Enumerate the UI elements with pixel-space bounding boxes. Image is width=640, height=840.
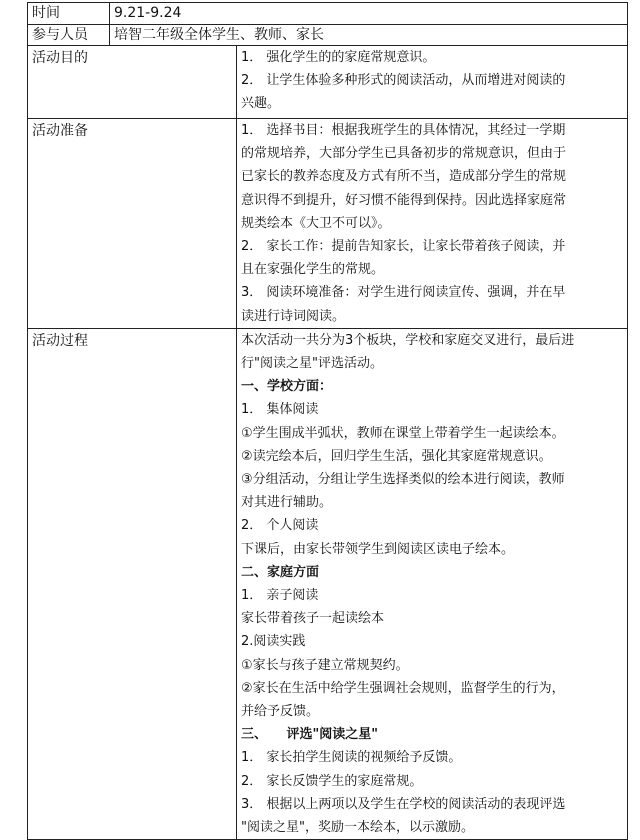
- prep-line-1: 1． 选择书目：根据我班学生的具体情况，其经过一学期: [241, 123, 566, 138]
- process-line-14: 2.阅读实践: [241, 634, 306, 650]
- row-goal: [28, 46, 628, 119]
- row-process: [28, 328, 628, 839]
- goal-line-3: 兴趣。: [241, 96, 281, 112]
- process-section-heading-award: 三、 评选"阅读之星": [241, 727, 379, 743]
- process-line-5: ①学生围成半弧状，教师在课堂上带着学生一起读绘本。: [241, 425, 565, 441]
- activity-plan-table: [27, 2, 628, 840]
- prep-line-5: 规类绘本《大卫不可以》。: [241, 215, 391, 231]
- goal-line-1: 1． 强化学生的的家庭常规意识。: [241, 50, 436, 65]
- process-line-13: 家长带着孩子一起读绘本: [241, 611, 385, 627]
- process-line-6: ②读完绘本后，回归学生生活，强化其家庭常规意识。: [241, 448, 552, 464]
- row-time: [28, 3, 628, 25]
- goal-label: 活动目的: [28, 46, 237, 119]
- row-prep: [28, 119, 628, 329]
- process-section-heading-school: 一、学校方面：: [241, 379, 333, 395]
- prep-line-9: 读进行诗词阅读。: [241, 308, 346, 324]
- process-line-4: 1． 集体阅读: [241, 402, 319, 418]
- time-value: 9.21-9.24: [110, 3, 628, 25]
- process-line-10: 下课后，由家长带领学生到阅读区读电子绘本。: [241, 541, 515, 557]
- process-line-15: ①家长与孩子建立常规契约。: [241, 657, 409, 673]
- process-line-2: 行"阅读之星"评选活动。: [241, 356, 383, 372]
- process-line-16: ②家长在生活中给学生强调社会规则，监督学生的行为，: [241, 680, 565, 696]
- process-line-1: 本次活动一共分为3个板块，学校和家庭交叉进行，最后进: [241, 332, 575, 348]
- row-participants: [28, 25, 628, 46]
- process-line-7: ③分组活动，分组让学生选择类似的绘本进行阅读，教师: [241, 472, 565, 488]
- prep-content: [237, 119, 628, 329]
- process-line-8: 对其进行辅助。: [241, 495, 333, 511]
- process-content: [237, 328, 628, 839]
- prep-line-6: 2． 家长工作：提前告知家长，让家长带着孩子阅读，并: [241, 239, 566, 255]
- process-section-heading-family: 二、家庭方面: [241, 564, 320, 580]
- process-line-9: 2． 个人阅读: [241, 518, 319, 534]
- process-line-20: 2． 家长反馈学生的家庭常规。: [241, 773, 423, 789]
- process-line-17: 并给予反馈。: [241, 704, 320, 720]
- process-line-12: 1． 亲子阅读: [241, 588, 319, 604]
- process-line-21: 3． 根据以上两项以及学生在学校的阅读活动的表现评选: [241, 796, 566, 812]
- prep-line-7: 且在家强化学生的常规。: [241, 262, 385, 278]
- prep-label: 活动准备: [28, 119, 237, 329]
- prep-line-2: 的常规培养，大部分学生已具备初步的常规意识，但由于: [241, 146, 567, 162]
- prep-line-4: 意识得不到提升，好习惯不能得到保持。因此选择家庭常: [241, 192, 567, 208]
- time-label: 时间: [28, 3, 110, 25]
- goal-line-2: 2． 让学生体验多种形式的阅读活动，从而增进对阅读的: [241, 73, 566, 89]
- goal-content: [237, 46, 628, 119]
- prep-line-3: 已家长的教养态度及方式有所不当，造成部分学生的常规: [241, 169, 567, 185]
- participants-value: 培智二年级全体学生、教师、家长: [110, 25, 628, 46]
- prep-line-8: 3． 阅读环境准备：对学生进行阅读宣传、强调，并在早: [241, 285, 566, 301]
- process-label: 活动过程: [28, 328, 237, 839]
- participants-label: 参与人员: [28, 25, 110, 46]
- process-line-19: 1． 家长拍学生阅读的视频给予反馈。: [241, 750, 462, 766]
- process-line-22: "阅读之星"，奖励一本绘本，以示激励。: [241, 820, 474, 836]
